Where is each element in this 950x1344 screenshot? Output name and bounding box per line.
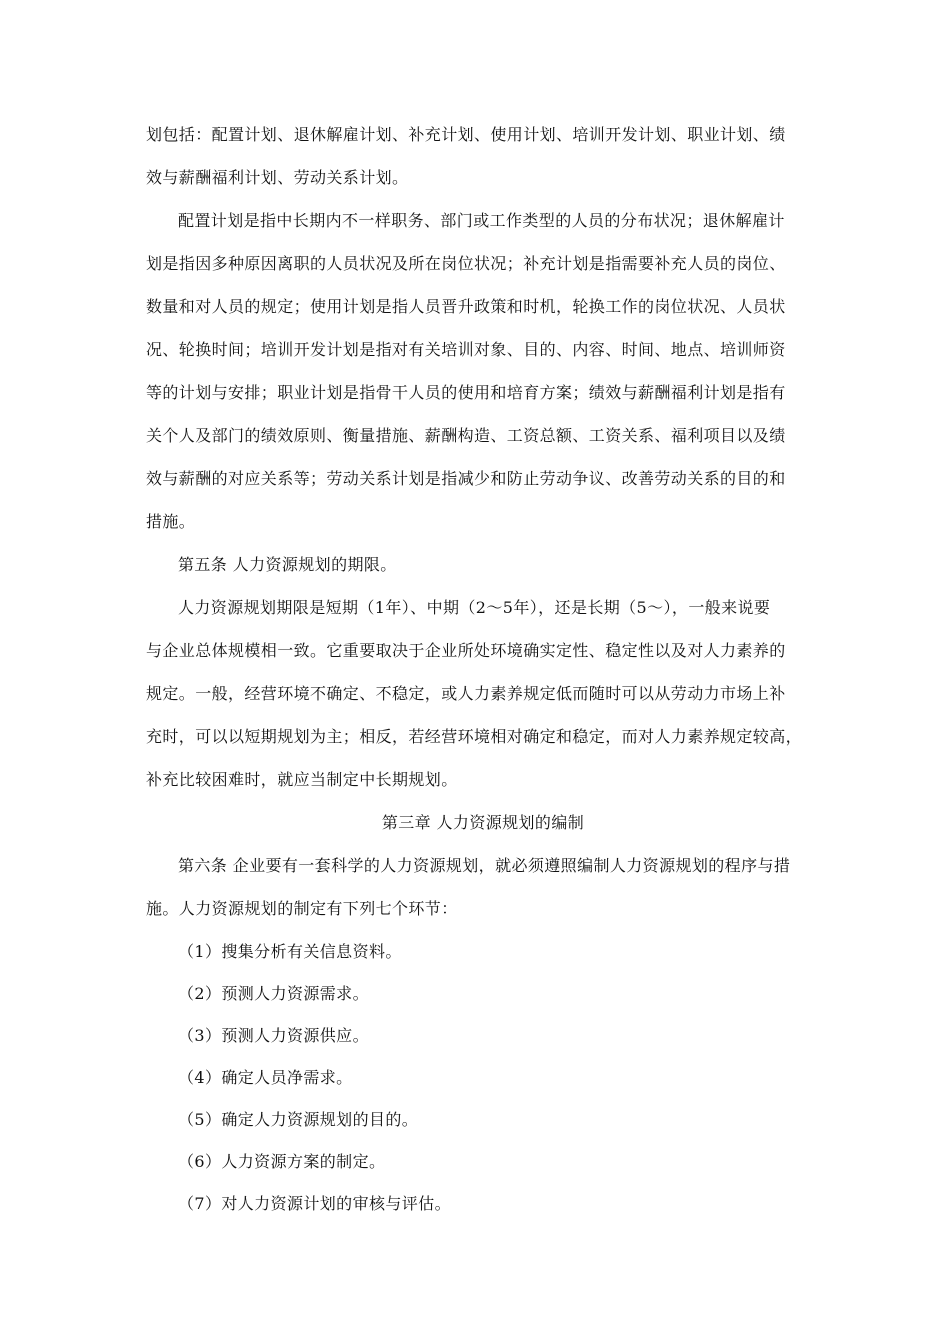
- step-item-6: （6）人力资源方案的制定。: [178, 1152, 386, 1171]
- paragraph-4-line-2: 与企业总体规模相一致。它重要取决于企业所处环境确实定性、稳定性以及对人力素养的: [146, 641, 786, 660]
- paragraph-5-line-2: 施。人力资源规划的制定有下列七个环节：: [146, 899, 458, 918]
- step-item-4: （4）确定人员净需求。: [178, 1068, 353, 1087]
- paragraph-2-line-3: 数量和对人员的规定；使用计划是指人员晋升政策和时机，轮换工作的岗位状况、人员状: [146, 297, 786, 316]
- article-5-title: 第五条 人力资源规划的期限。: [178, 555, 397, 574]
- step-item-5: （5）确定人力资源规划的目的。: [178, 1110, 419, 1129]
- step-item-2: （2）预测人力资源需求。: [178, 984, 369, 1003]
- paragraph-2-line-4: 况、轮换时间；培训开发计划是指对有关培训对象、目的、内容、时间、地点、培训师资: [146, 340, 786, 359]
- paragraph-1-line-2: 效与薪酬福利计划、劳动关系计划。: [146, 168, 409, 187]
- chapter-heading: 第三章 人力资源规划的编制: [381, 813, 585, 832]
- paragraph-2-line-8: 措施。: [146, 512, 196, 531]
- document-body: [146, 113, 820, 1224]
- paragraph-4-line-5: 补充比较困难时，就应当制定中长期规划。: [146, 770, 458, 789]
- step-item-1: （1）搜集分析有关信息资料。: [178, 942, 402, 961]
- paragraph-2-line-5: 等的计划与安排；职业计划是指骨干人员的使用和培育方案；绩效与薪酬福利计划是指有: [146, 383, 786, 402]
- paragraph-2-line-1: 配置计划是指中长期内不一样职务、部门或工作类型的人员的分布状况；退休解雇计: [178, 211, 785, 230]
- paragraph-2-line-7: 效与薪酬的对应关系等；劳动关系计划是指减少和防止劳动争议、改善劳动关系的目的和: [146, 469, 786, 488]
- paragraph-5-line-1: 第六条 企业要有一套科学的人力资源规划，就必须遵照编制人力资源规划的程序与措: [178, 856, 791, 875]
- paragraph-4-line-3: 规定。一般，经营环境不确定、不稳定，或人力素养规定低而随时可以从劳动力市场上补: [146, 684, 786, 703]
- step-item-7: （7）对人力资源计划的审核与评估。: [178, 1194, 451, 1213]
- paragraph-4-line-4: 充时，可以以短期规划为主；相反，若经营环境相对确定和稳定，而对人力素养规定较高，: [146, 727, 803, 746]
- paragraph-4-line-1: 人力资源规划期限是短期（1年）、中期（2～5年），还是长期（5～），一般来说要: [178, 598, 771, 617]
- paragraph-2-line-2: 划是指因多种原因离职的人员状况及所在岗位状况；补充计划是指需要补充人员的岗位、: [146, 254, 786, 273]
- paragraph-2-line-6: 关个人及部门的绩效原则、衡量措施、薪酬构造、工资总额、工资关系、福利项目以及绩: [146, 426, 786, 445]
- step-item-3: （3）预测人力资源供应。: [178, 1026, 369, 1045]
- paragraph-1-line-1: 划包括：配置计划、退休解雇计划、补充计划、使用计划、培训开发计划、职业计划、绩: [146, 125, 786, 144]
